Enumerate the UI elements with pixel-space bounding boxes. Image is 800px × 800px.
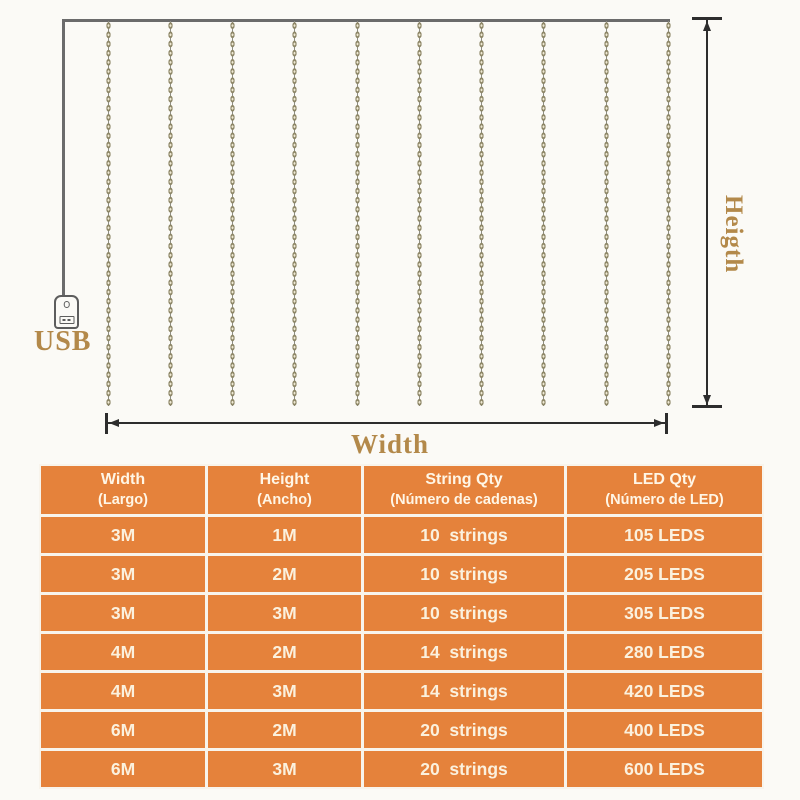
col-header-width: [41, 466, 205, 514]
usb-plug-hole: [63, 301, 70, 308]
spec-cell: 305 LEDS: [567, 595, 762, 631]
led-string: [230, 21, 235, 406]
width-arrowhead-right: [654, 419, 664, 427]
spec-cell: 105 LEDS: [567, 517, 762, 553]
spec-cell: 4M: [41, 634, 205, 670]
led-string: [604, 21, 609, 406]
usb-plug-contacts: [59, 316, 74, 325]
usb-label: USB: [34, 326, 92, 357]
led-string: [417, 21, 422, 406]
spec-cell: 20 strings: [364, 712, 564, 748]
usb-cable-wire: [62, 19, 65, 296]
led-string: [479, 21, 484, 406]
col-header-line2: (Número de cadenas): [390, 492, 538, 509]
col-header-line1: Width: [100, 471, 146, 489]
spec-cell: 4M: [41, 673, 205, 709]
spec-cell: 3M: [41, 556, 205, 592]
col-header-height: [208, 466, 361, 514]
col-header-string-qty: [364, 466, 564, 514]
col-header-line2: (Largo): [98, 492, 148, 509]
width-arrowhead-left: [109, 419, 119, 427]
col-header-led-qty: [567, 466, 762, 514]
height-label: Heigth: [720, 195, 747, 274]
led-string: [355, 21, 360, 406]
width-arrow-line: [107, 422, 667, 424]
spec-cell: 280 LEDS: [567, 634, 762, 670]
spec-cell: 205 LEDS: [567, 556, 762, 592]
spec-cell: 3M: [41, 595, 205, 631]
led-string: [666, 21, 671, 406]
spec-cell: 2M: [208, 556, 361, 592]
width-label: Width: [351, 429, 430, 459]
height-arrow-line: [706, 20, 708, 406]
width-arrow-right-cap: [665, 413, 668, 434]
col-header-line2: (Número de LED): [605, 492, 724, 509]
spec-cell: 14 strings: [364, 634, 564, 670]
col-header-line1: Height: [259, 471, 310, 489]
spec-cell: 6M: [41, 712, 205, 748]
col-header-line2: (Ancho): [257, 492, 312, 509]
led-string: [292, 21, 297, 406]
led-string: [106, 21, 111, 406]
usb-plug-icon: [54, 295, 79, 329]
spec-cell: 3M: [208, 751, 361, 787]
col-header-line1: LED Qty: [632, 471, 697, 489]
spec-cell: 2M: [208, 712, 361, 748]
spec-cell: 10 strings: [364, 517, 564, 553]
spec-cell: 3M: [208, 595, 361, 631]
height-arrowhead-up: [703, 21, 711, 31]
spec-cell: 1M: [208, 517, 361, 553]
spec-cell: 10 strings: [364, 556, 564, 592]
curtain-top-wire: [63, 19, 670, 22]
spec-cell: 20 strings: [364, 751, 564, 787]
spec-cell: 14 strings: [364, 673, 564, 709]
height-arrowhead-down: [703, 395, 711, 405]
spec-cell: 400 LEDS: [567, 712, 762, 748]
spec-table: [39, 464, 764, 789]
spec-cell: 420 LEDS: [567, 673, 762, 709]
led-string: [168, 21, 173, 406]
spec-cell: 600 LEDS: [567, 751, 762, 787]
spec-cell: 2M: [208, 634, 361, 670]
spec-cell: 3M: [208, 673, 361, 709]
spec-cell: 6M: [41, 751, 205, 787]
height-arrow-bottom-cap: [692, 405, 722, 408]
spec-cell: 3M: [41, 517, 205, 553]
spec-cell: 10 strings: [364, 595, 564, 631]
col-header-line1: String Qty: [425, 471, 503, 489]
led-string: [541, 21, 546, 406]
